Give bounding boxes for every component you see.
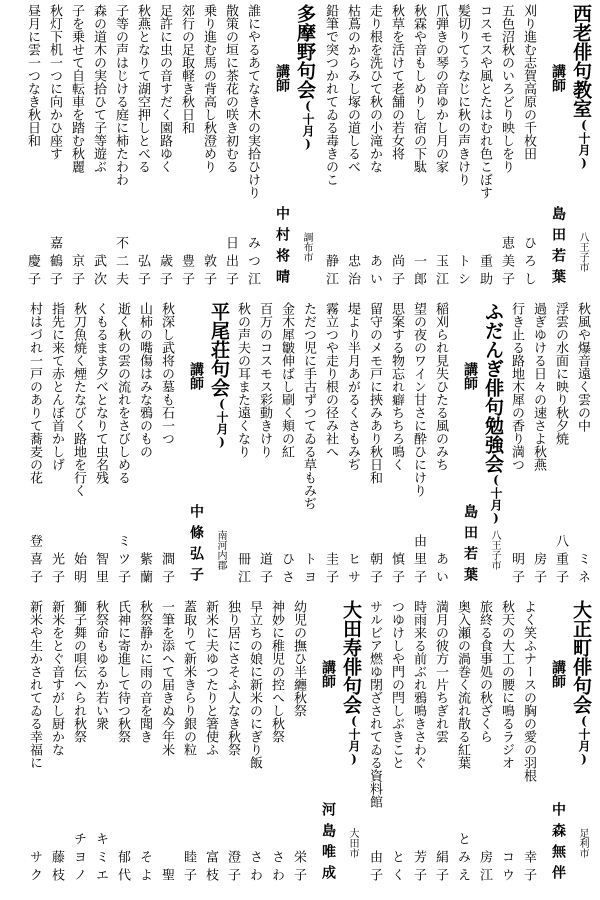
haiku-text: 鉛筆で突つかれてゐる毒きのこ	[323, 4, 338, 186]
haiku-entry	[24, 600, 45, 886]
lecturer-label: 講師	[550, 64, 566, 92]
haiku-entry	[276, 302, 297, 588]
haiku-entry	[154, 4, 175, 290]
haiku-text: 秋燕となりて湖空押しとべる	[135, 4, 150, 173]
haiku-author: 幸子	[521, 850, 536, 886]
haiku-entry	[496, 600, 517, 886]
lecturer-name: 島田若葉	[462, 504, 478, 588]
haiku-entry	[320, 302, 341, 588]
haiku-text: 早立ちの娘に新米のにぎり飯	[247, 600, 262, 769]
haiku-text: 誰にやるあてなき木の実拾ひけり	[245, 4, 260, 199]
haiku-entry	[408, 302, 429, 588]
haiku-entry	[496, 4, 517, 290]
haiku-entry	[342, 4, 363, 290]
section-title: ふだんぎ俳句勉強会	[482, 302, 504, 473]
haiku-author: あい	[433, 552, 448, 588]
haiku-text: 一筆を添へて届きぬ今年米	[159, 600, 174, 756]
haiku-entry	[474, 4, 495, 290]
haiku-author: 房江	[477, 850, 492, 886]
haiku-entry	[24, 302, 45, 588]
haiku-entry	[528, 302, 549, 588]
haiku-text: 秋天の大工の腰に鳴るラジオ	[499, 600, 514, 769]
haiku-author: 朝子	[367, 552, 382, 588]
haiku-author: 日出子	[223, 236, 238, 290]
section-city: 足利市	[577, 828, 588, 858]
haiku-author: さわ	[269, 850, 284, 886]
haiku-text: 乗り進む馬の背高し秋澄めり	[201, 4, 216, 173]
haiku-author: ミツ子	[115, 534, 130, 588]
haiku-author: 慶子	[25, 254, 40, 290]
haiku-author: 豊子	[179, 254, 194, 290]
haiku-text: 氏神に寄進して待つ秋祭	[115, 600, 130, 743]
haiku-text: 獅子舞の唄伝へられ秋祭	[71, 600, 86, 743]
haiku-text: 堤より半月あがるくさもみぢ	[345, 302, 360, 471]
haiku-author: 由子	[367, 850, 382, 886]
lecturer-label: 講師	[274, 64, 290, 92]
haiku-entry	[506, 302, 527, 588]
haiku-author: とく	[389, 850, 404, 886]
section-month: (十月)	[577, 118, 591, 170]
haiku-entry	[408, 4, 429, 290]
haiku-author: 聖	[159, 868, 174, 886]
haiku-author: 澗子	[159, 552, 174, 588]
haiku-entry	[200, 600, 221, 886]
haiku-author: ひさ	[279, 552, 294, 588]
haiku-entry	[134, 302, 155, 588]
haiku-entry	[386, 4, 407, 290]
haiku-entry	[68, 600, 89, 886]
section-title: 平尾荘句会	[208, 302, 230, 397]
haiku-entry	[386, 600, 407, 886]
haiku-text: コスモスや風とたはむれ色こぼす	[477, 4, 492, 199]
haiku-author: 武次	[91, 254, 106, 290]
haiku-text: 秋灯下机一つに向かひ座す	[47, 4, 62, 160]
haiku-text: 蓋取りて新米きらり銀の粒	[181, 600, 196, 756]
haiku-entry	[112, 302, 133, 588]
haiku-text: 過ぎゆける日々の速さよ秋燕	[531, 302, 546, 471]
haiku-text: 霧立つや走り根の径み社へ	[323, 302, 338, 458]
haiku-author: コウ	[499, 850, 514, 886]
haiku-entry	[232, 302, 253, 588]
haiku-text: つゆけしや門の閂しぶきこと	[389, 600, 404, 769]
haiku-author: ミネ	[575, 552, 590, 588]
haiku-text: 森の道木の実拾ひて子等遊ぶ	[91, 4, 106, 173]
haiku-page	[6, 4, 594, 894]
haiku-entry	[452, 600, 473, 886]
haiku-entry	[90, 600, 111, 886]
haiku-text: 逝く秋の雲の流れをさびしめる	[115, 302, 130, 484]
section-title: 大田寿俳句会	[340, 600, 362, 714]
haiku-entry	[90, 302, 111, 588]
lecturer-col	[456, 362, 480, 588]
haiku-entry	[156, 600, 177, 886]
haiku-text: 秋霖や音もしめりし宿の下駄	[411, 4, 426, 173]
haiku-entry	[518, 4, 539, 290]
haiku-entry	[364, 302, 385, 588]
haiku-author: チヨノ	[71, 832, 86, 886]
haiku-author: 敦子	[201, 254, 216, 290]
lecturer-name: 島田若葉	[550, 206, 566, 290]
haiku-author: トヨ	[301, 552, 316, 588]
haiku-text: 時雨来る前ぶれ鴉鳴きさわぐ	[411, 600, 426, 769]
haiku-text: 秋風や爆音遠く雲の中	[575, 302, 590, 432]
haiku-text: 山柿の嘴傷はみな鴉のもの	[137, 302, 152, 458]
haiku-entry	[66, 4, 87, 290]
haiku-author: 圭子	[323, 552, 338, 588]
haiku-text: 浮雲の水面に映り秋夕焼	[553, 302, 568, 445]
lecturer-label: 講師	[188, 362, 204, 390]
haiku-text: 神妙に稚児の控へし秋祭	[269, 600, 284, 743]
haiku-author: 智里	[93, 552, 108, 588]
haiku-author: 弘子	[135, 254, 150, 290]
haiku-text: 枯蔦のからみし塚の道しるべ	[345, 4, 360, 173]
haiku-author: さわ	[247, 850, 262, 886]
haiku-entry	[46, 600, 67, 886]
haiku-author: サク	[27, 850, 42, 886]
section-city: 八王子市	[489, 530, 500, 570]
haiku-entry	[198, 4, 219, 290]
haiku-author: 尚子	[389, 254, 404, 290]
haiku-entry	[244, 600, 265, 886]
lecturer-label: 講師	[550, 660, 566, 688]
haiku-entry	[44, 4, 65, 290]
haiku-text: 独り居にさそふ人なき秋祭	[225, 600, 240, 756]
haiku-text: 秋祭命もゆるか若い衆	[93, 600, 108, 730]
lecturer-label: 講師	[462, 362, 478, 390]
haiku-author: 富枝	[203, 850, 218, 886]
haiku-entry	[342, 302, 363, 588]
haiku-entry	[386, 302, 407, 588]
haiku-entry	[430, 600, 451, 886]
haiku-author: 冊江	[235, 552, 250, 588]
haiku-text: よく笑ふナースの胸の愛の羽根	[521, 600, 536, 782]
haiku-entry	[288, 600, 309, 886]
lecturer-name: 中條弘子	[188, 504, 204, 588]
lecturer-col	[544, 64, 568, 290]
haiku-entry	[430, 4, 451, 290]
section-city: 南河内郡	[215, 530, 226, 570]
lecturer-col	[182, 362, 206, 588]
haiku-text: 昼月に雲一つなき秋日和	[25, 4, 40, 147]
haiku-author: ひろし	[521, 236, 536, 290]
section-title: 多摩野句会	[294, 4, 316, 99]
haiku-text: 子等の声はじける庭に柿たわわ	[113, 4, 128, 186]
haiku-text: 足許に虫の音すだく園路ゆく	[157, 4, 172, 173]
haiku-author: 絹子	[433, 850, 448, 886]
haiku-entry	[178, 600, 199, 886]
haiku-text: ただつ児に手古ずつてゐる草もみぢ	[301, 302, 316, 510]
haiku-entry	[156, 302, 177, 588]
haiku-entry	[222, 600, 243, 886]
haiku-author: 忠治	[345, 254, 360, 290]
haiku-author: 由里子	[411, 534, 426, 588]
haiku-text: 刈り進む志賀高原の千枚田	[521, 4, 536, 160]
haiku-author: 栄子	[291, 850, 306, 886]
haiku-author: 嘉鶴子	[47, 236, 62, 290]
lecturer-name: 河島唯成	[320, 802, 336, 886]
haiku-text: 留守のメモ戸に挾みあり秋日和	[367, 302, 382, 484]
section-month: (十月)	[489, 473, 503, 525]
haiku-entry	[572, 302, 593, 588]
haiku-entry	[88, 4, 109, 290]
haiku-text: 指先に来て赤とんぼ首かしげ	[49, 302, 64, 471]
haiku-author: 玉江	[433, 254, 448, 290]
haiku-author: 道子	[257, 552, 272, 588]
haiku-author: 郁代	[115, 850, 130, 886]
haiku-text: 行き止る路地木犀の香り満つ	[509, 302, 524, 471]
haiku-text: 新米をとぐ音すがし厨かな	[49, 600, 64, 756]
haiku-text: 五色沼秋のいろどり映しをり	[499, 4, 514, 173]
section-city: 調布市	[301, 232, 312, 262]
haiku-author: 藤枝	[49, 850, 64, 886]
haiku-text: 村はづれ一戸のありて蕎麦の花	[27, 302, 42, 484]
haiku-text: 秋草を活けて老舗の若女将	[389, 4, 404, 160]
haiku-entry	[132, 4, 153, 290]
haiku-author: 静江	[323, 254, 338, 290]
haiku-text: 百万のコスモス彩動きけり	[257, 302, 272, 458]
haiku-entry	[220, 4, 241, 290]
haiku-author: あい	[367, 254, 382, 290]
haiku-entry	[364, 4, 385, 290]
lecturer-name: 中村将晴	[274, 206, 290, 290]
haiku-author: 睦子	[181, 850, 196, 886]
haiku-text: 郊行の足取軽き秋日和	[179, 4, 194, 134]
haiku-entry	[46, 302, 67, 588]
haiku-text: 走り根を洗ひて秋の小滝かな	[367, 4, 382, 173]
haiku-text: 旅終る食事処の秋ざくら	[477, 600, 492, 743]
haiku-text: 子を乗せて自転車を踏む秋麗	[69, 4, 84, 173]
haiku-author: 紫蘭	[137, 552, 152, 588]
section-title: 西老俳句教室	[570, 4, 592, 118]
haiku-text: 望の夜のワイン甘さに酔ひにけり	[411, 302, 426, 497]
haiku-entry	[242, 4, 263, 290]
haiku-entry	[134, 600, 155, 886]
haiku-author: トシ	[455, 254, 470, 290]
lecturer-col	[314, 660, 338, 886]
haiku-entry	[176, 4, 197, 290]
haiku-author: 芳子	[411, 850, 426, 886]
haiku-entry	[110, 4, 131, 290]
haiku-author: 恵美子	[499, 236, 514, 290]
haiku-text: 金木犀皺伸ばし刷く頬の紅	[279, 302, 294, 458]
haiku-author: そよ	[137, 850, 152, 886]
haiku-author: みつ江	[245, 236, 260, 290]
haiku-entry	[112, 600, 133, 886]
haiku-entry	[266, 600, 287, 886]
haiku-author: 光子	[49, 552, 64, 588]
haiku-author: とみえ	[455, 832, 470, 886]
haiku-text: 稲刈られ見失ひたる風のみち	[433, 302, 448, 471]
haiku-text: 秋深し武将の墓も石一つ	[159, 302, 174, 445]
haiku-author: 一郎	[411, 254, 426, 290]
haiku-text: 思案する物忘れ癖ちちろ鳴く	[389, 302, 404, 471]
haiku-author: 明子	[509, 552, 524, 588]
haiku-text: 奥入瀬の渦巻く流れ散る紅葉	[455, 600, 470, 769]
haiku-text: 爪弾きの琴の音ゆかし月の家	[433, 4, 448, 173]
section-month: (十月)	[215, 397, 229, 449]
haiku-entry	[518, 600, 539, 886]
haiku-entry	[408, 600, 429, 886]
haiku-entry	[364, 600, 385, 886]
haiku-text: くもるまま夕べとなりて虫名残	[93, 302, 108, 484]
haiku-author: 不二夫	[113, 236, 128, 290]
haiku-entry	[298, 302, 319, 588]
section-month: (十月)	[301, 99, 315, 151]
lecturer-col	[544, 660, 568, 886]
haiku-entry	[320, 4, 341, 290]
section-city: 八王子市	[577, 232, 588, 272]
haiku-text: 新米に夫ゆつたりと箸使ふ	[203, 600, 218, 756]
haiku-text: 幼児の撫ひ半纏秋祭	[291, 600, 306, 717]
section-month: (十月)	[577, 714, 591, 766]
haiku-text: 秋刀魚焼く煙たなびく路地を行く	[71, 302, 86, 497]
section-month: (十月)	[347, 714, 361, 766]
haiku-entry	[254, 302, 275, 588]
haiku-author: ヒサ	[345, 552, 360, 588]
haiku-entry	[68, 302, 89, 588]
haiku-author: キミエ	[93, 832, 108, 886]
haiku-text: 満月の彼方一片ちぎれ雲	[433, 600, 448, 743]
haiku-author: 房子	[531, 552, 546, 588]
lecturer-label: 講師	[320, 660, 336, 688]
haiku-text: 散策の垣に茶花の咲き初むる	[223, 4, 238, 173]
haiku-author: 澄子	[225, 850, 240, 886]
haiku-author: 登喜子	[27, 534, 42, 588]
haiku-author: 慎子	[389, 552, 404, 588]
haiku-text: 秋の声夫の耳また遠くなり	[235, 302, 250, 458]
lecturer-col	[268, 64, 292, 290]
haiku-text: 新米や生かされてゐる幸福に	[27, 600, 42, 769]
haiku-author: 八重子	[553, 534, 568, 588]
lecturer-name: 中森無伴	[550, 802, 566, 886]
haiku-entry	[22, 4, 43, 290]
haiku-author: 始明	[71, 552, 86, 588]
haiku-author: 京子	[69, 254, 84, 290]
section-title: 大正町俳句会	[570, 600, 592, 714]
haiku-text: 髪切りてうなじに秋の声きけり	[455, 4, 470, 186]
haiku-entry	[430, 302, 451, 588]
haiku-text: 秋祭静かに雨の音を聞き	[137, 600, 152, 743]
haiku-text: サルビア燃ゆ閉ざされてゐる資料館	[367, 600, 382, 808]
haiku-entry	[452, 4, 473, 290]
haiku-entry	[474, 600, 495, 886]
haiku-author: 重助	[477, 254, 492, 290]
haiku-entry	[550, 302, 571, 588]
section-city: 大田市	[347, 828, 358, 858]
haiku-author: 歳子	[157, 254, 172, 290]
